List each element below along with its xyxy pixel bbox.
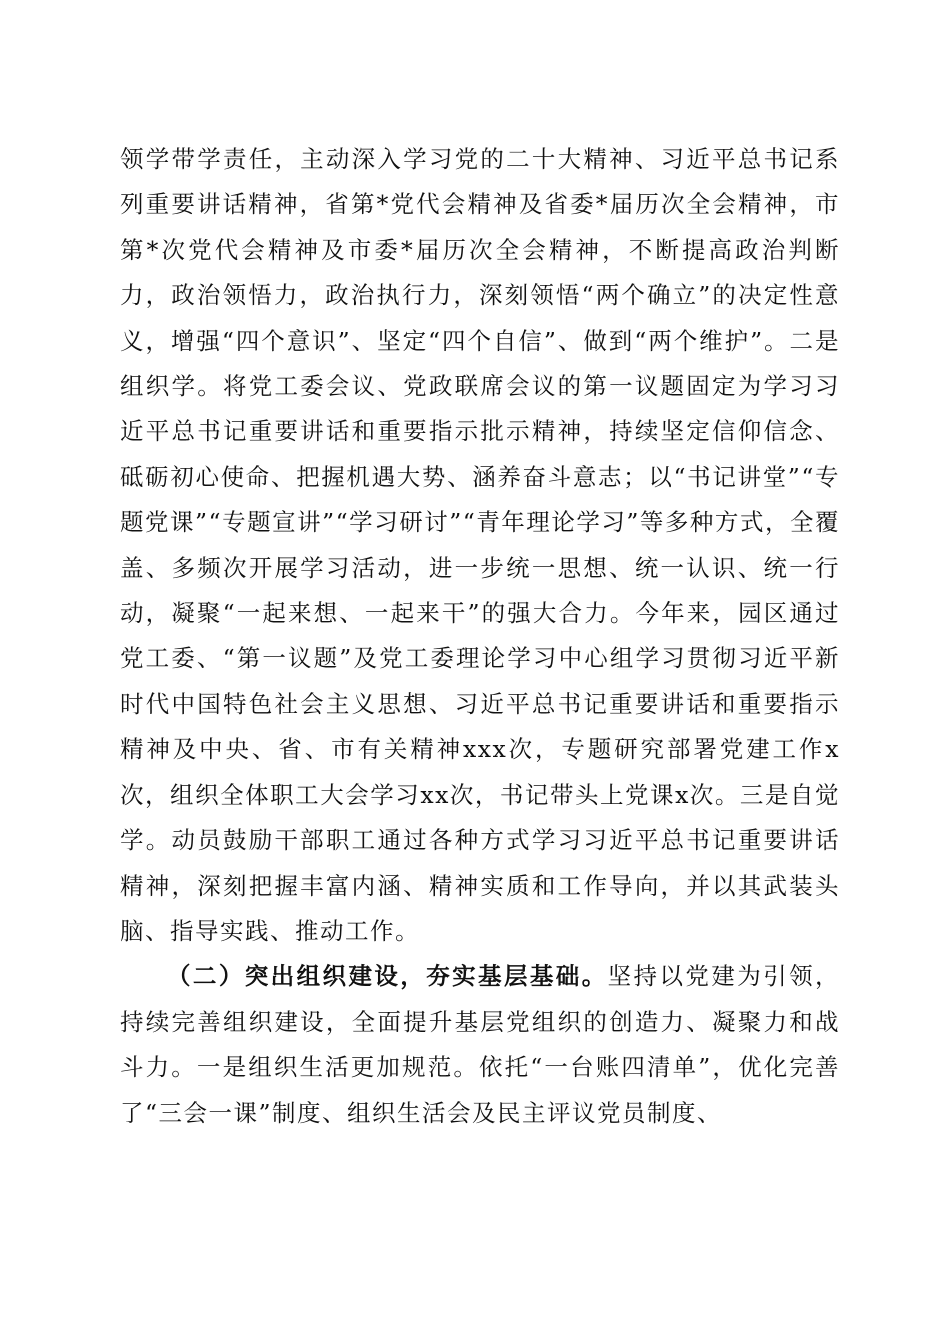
section-heading: （二）突出组织建设，夯实基层基础。 [167,962,608,991]
paragraph-study [120,137,840,954]
document-body [120,137,840,1136]
paragraph-organization [120,954,840,1136]
paragraph-organization-text: 坚持以党建为引领，持续完善组织建设，全面提升基层党组织的创造力、凝聚力和战斗力。一是组织生活更加规范。依托“一台账四清单”，优化完善了“三会一课”制度、组织生活会及民主评议党员制度、 [120,962,841,1127]
paragraph-study-text: 领学带学责任，主动深入学习党的二十大精神、习近平总书记系列重要讲话精神，省第*党代会精神及省委*届历次全会精神，市第*次党代会精神及市委*届历次全会精神，不断提高政治判断力，政治领悟力，政治执行力，深刻领悟“两个确立”的决定性意义，增强“四个意识”、坚定“四个自信”、做到“两个维护”。二是组织学。将党工委会议、党政联席会议的第一议题固定为学习习近平总书记重要讲话和重要指示批示精神，持续坚定信仰信念、砥砺初心使命、把握机遇大势、涵养奋斗意志；以“书记讲堂”“专题党课”“专题宣讲”“学习研讨”“青年理论学习”等多种方式，全覆盖、多频次开展学习活动，进一步统一思想、统一认识、统一行动，凝聚“一起来想、一起来干”的强大合力。今年来，园区通过党工委、“第一议题”及党工委理论学习中心组学习贯彻习近平新时代中国特色社会主义思想、习近平总书记重要讲话和重要指示精神及中央、省、市有关精神xxx次，专题研究部署党建工作x次，组织全体职工大会学习xx次，书记带头上党课x次。三是自觉学。动员鼓励干部职工通过各种方式学习习近平总书记重要讲话精神，深刻把握丰富内涵、精神实质和工作导向，并以其武装头脑、指导实践、推动工作。 [120,145,840,945]
